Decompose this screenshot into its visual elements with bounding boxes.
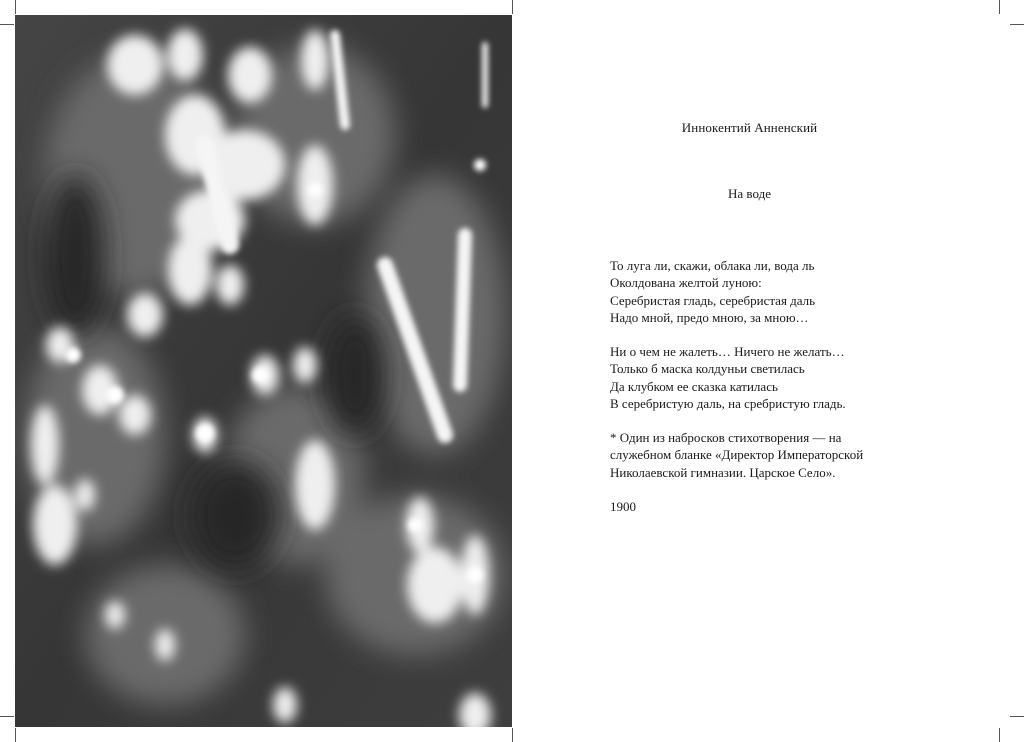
crop-mark (15, 728, 16, 742)
poem-line: Надо мной, предо мною, за мною… (610, 310, 809, 326)
poem-line: Да клубком ее сказка катилась (610, 378, 778, 394)
author-name: Иннокентий Анненский (681, 120, 818, 135)
text-page (512, 0, 1024, 742)
cover-photo (15, 15, 512, 727)
poem-year: 1900 (610, 499, 636, 514)
stanza (610, 343, 846, 413)
poem-line: То луга ли, скажи, облака ли, вода ль (610, 258, 815, 273)
poem-line: Околдована желтой луною: (610, 275, 762, 291)
poem-line: Серебристая гладь, серебристая даль (610, 292, 816, 308)
crop-mark (0, 24, 14, 25)
footnote (610, 429, 863, 481)
stanza (610, 257, 815, 327)
crop-mark (15, 0, 16, 14)
footnote-line: служебном бланке «Директор Императорской (610, 447, 864, 463)
crop-mark (0, 716, 14, 717)
poem-title: На воде (728, 186, 771, 201)
footnote-line: * Один из набросков стихотворения — на (610, 430, 842, 445)
poem-line: Только б маска колдуньи светилась (610, 361, 805, 377)
poem-line: В серебристую даль, на сребристую гладь. (610, 396, 846, 412)
poem-line: Ни о чем не жалеть… Ничего не желать… (610, 344, 845, 359)
light-reflections-image (15, 15, 512, 727)
footnote-line: Николаевской гимназии. Царское Село». (610, 464, 836, 480)
